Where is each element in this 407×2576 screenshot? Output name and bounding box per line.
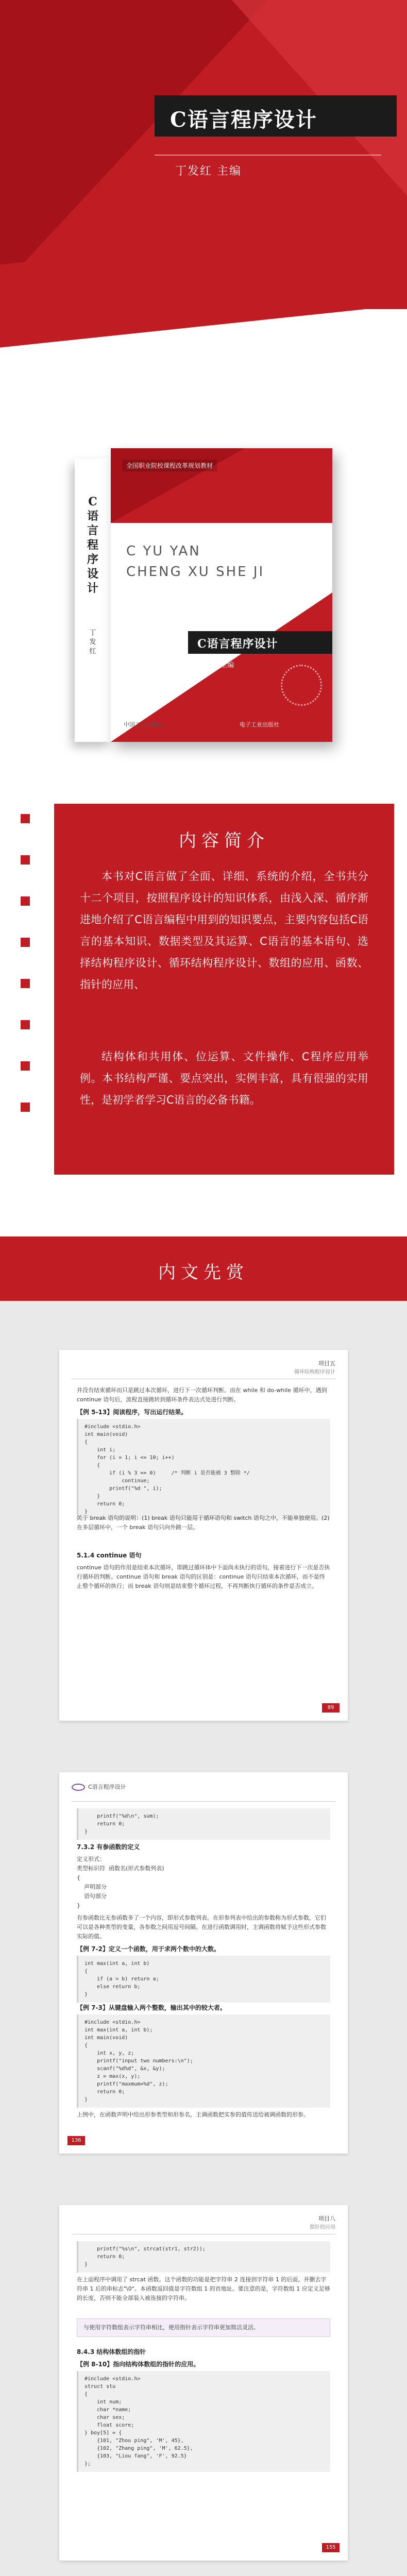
example-heading: 【例 5-13】阅读程序，写出运行结果。 [77, 1409, 188, 1416]
page-text: 并没有结束循环而只是跳过本次循环，进行下一次循环判断。而在 while 和 do-while 循环中，遇到 continue 语句后，流程直接跳转到循环条件表达式处进行判断。 [77, 1387, 327, 1403]
code-block: #include <stdio.h> int max(int a, int b); int main(void) { int x, y, z; printf("input two numbers:\n"); scanf("%d%d", &x, &y); z = max(x, y); printf("maxmum=%d", z); return 0; } [77, 2014, 330, 2108]
code-block: #include <stdio.h> int main(void) { int i; for (i = 1; i <= 10; i++) { if (i % 3 == 0) /* 判断 i 是否能被 3 整除 */ continue; printf("%d ", i); } return 0; } [77, 1419, 330, 1520]
hero-author: 丁发红 主编 [175, 165, 242, 178]
intro-card [54, 804, 394, 1175]
code-block: #include <stdio.h> struct stu { int num; char *name; char sex; float score; } boy[5] = { {101, "Zhou ping", 'M', 45}, {102, "Zhang ping", 'M', 62.5}, {103, "Liou fang", 'F', 92.5} }; [77, 2371, 330, 2472]
hero-divider [155, 155, 381, 156]
dot-marker [21, 855, 30, 865]
page-number: 155 [322, 2543, 340, 2552]
cover-decoration [281, 665, 322, 706]
code-block: int max(int a, int b) { if (a > b) return a; else return b; } [77, 1956, 330, 2003]
intro-section [0, 804, 407, 1195]
page-text: 在上面程序中调用了 strcat 函数。这个函数的功能是把字符串 2 连接到字符串 1 的后面，并删去字符串 1 后的串标志"\0"。本函数返回值是字符数组 1 的首地址。要注意的是，字符数组 1 应定义足够的长度，否则不能全部装入被连接的字符串。 [77, 2276, 330, 2301]
page-text: 上例中，在函数声明中给出形参类型和形参名，主调函数把实参的值传送给被调函数的形参。 [77, 2111, 309, 2118]
publisher-logo-right: 电子工业出版社 [240, 721, 279, 728]
example-heading: 【例 7-3】从键盘输入两个整数，输出其中的较大者。 [77, 2004, 226, 2011]
dot-marker [21, 1020, 30, 1029]
page-number: 89 [322, 1703, 340, 1713]
page-header-rule [72, 1801, 335, 1802]
book-cover [111, 448, 332, 742]
page-text: 有参函数比无参函数多了一个内容，即形式参数列表。在形参列表中给出的参数称为形式参数，它们可以是各种类型的变量，各参数之间用逗号间隔。在进行函数调用时，主调函数将赋予这些形式参数实际的值。 [77, 1914, 326, 1940]
intro-paragraph-2: 结构体和共用体、位运算、文件操作、C程序应用举例。本书结构严谨、要点突出，实例丰富，具有很强的实用性，是初学者学习C语言的必备书籍。 [80, 1050, 368, 1106]
hero-pinyin-line-1: C YU YAN [31, 361, 195, 396]
code-block: printf("%s\n", strcat(str1, str2)); return 0; } [77, 2241, 330, 2273]
page-header [294, 1359, 335, 1375]
page-text: 关于 break 语句的说明：(1) break 语句只能用于循环语句和 switch 语句之中，不能单独使用。(2) 在多层循环中，一个 break 语句只向外跳一层。 [77, 1515, 330, 1531]
page-text: continue 语句的作用是结束本次循环，即跳过循环体中下面尚未执行的语句，接着进行下一次是否执行循环的判断。continue 语句和 break 语句的区别是：continue 语句只结束本次循环，而不是终止整个循环的执行；而 break 语句则是结束整个循环过程，不再判断执行循环的条件是否成立。 [77, 1564, 330, 1589]
dot-marker [21, 814, 30, 823]
example-heading: 【例 8-10】指向结构体数组的指针的应用。 [77, 2361, 200, 2368]
cover-title: C语言程序设计 [197, 637, 278, 651]
intro-dot-column [21, 814, 33, 1144]
section-heading: 8.4.3 结构体数组的指针 [77, 2348, 146, 2355]
page-text: 定义形式： 类型标识符 函数名(形式参数列表) { 声明部分 语句部分 } [77, 1856, 164, 1909]
preview-heading-bar [0, 1236, 407, 1301]
section-heading: 7.3.2 有参函数的定义 [77, 1843, 140, 1851]
page-number: 136 [67, 2136, 85, 2145]
cover-title-band [188, 631, 332, 654]
hero-title: C语言程序设计 [170, 108, 317, 132]
chapter-ring-icon [72, 1784, 85, 1791]
page-header-subtitle: 循环结构程序设计 [294, 1369, 335, 1375]
spine-author: 丁发红 [89, 629, 96, 655]
intro-paragraph-1: 本书对C语言做了全面、详细、系统的介绍，全书共分十二个项目，按照程序设计的知识体系，由浅入深、循序渐进地介绍了C语言编程中用到的知识要点，主要内容包括C语言的基本知识、数据类型及其运算、C语言的基本语句、选择结构程序设计、循环结构程序设计、数组的应用、函数、指针的应用、 [80, 870, 368, 991]
spine-title: C语言程序设计 [87, 495, 98, 595]
dot-marker [21, 896, 30, 906]
intro-heading: 内容简介 [179, 831, 269, 851]
cover-pinyin-line-1: C YU YAN [126, 544, 201, 559]
sample-page-1 [59, 1350, 348, 1721]
publisher-logo-left: 中国工业出版社 [124, 721, 163, 728]
sample-page-2 [59, 1772, 348, 2154]
page-header [72, 1783, 126, 1791]
preview-heading: 内文先赏 [158, 1262, 249, 1283]
page-header-title: 项目五 [318, 1360, 335, 1367]
page-header-title: 项目八 [318, 2215, 335, 2222]
section-heading: 5.1.4 continue 语句 [77, 1552, 142, 1559]
page-header-subtitle: 指针的应用 [310, 2225, 335, 2230]
cover-series-badge: 全国职业院校课程改革规划教材 [122, 460, 217, 471]
code-block: printf("%d\n", sum); return 0; } [77, 1808, 330, 1840]
example-heading: 【例 7-2】定义一个函数，用于求两个数中的大数。 [77, 1945, 220, 1953]
sample-page-3 [59, 2205, 348, 2561]
cover-pinyin-line-2: CHENG XU SHE JI [126, 564, 265, 580]
hero-title-band [155, 95, 397, 137]
book-mockup [75, 448, 332, 742]
page-header-title: C语言程序设计 [88, 1784, 126, 1790]
hero-pinyin-line-2: CHENG XU SHE JI [31, 402, 334, 437]
dot-marker [21, 938, 30, 947]
tip-box: 与使用字符数组表示字符串相比，使用指针表示字符串更加简洁灵活。 [77, 2318, 330, 2337]
dot-marker [21, 1061, 30, 1071]
dot-marker [21, 1103, 30, 1112]
dot-marker [21, 979, 30, 988]
page-header [310, 2214, 335, 2230]
book-spine [75, 459, 111, 742]
cover-author: 丁发红 主编 [198, 662, 234, 669]
